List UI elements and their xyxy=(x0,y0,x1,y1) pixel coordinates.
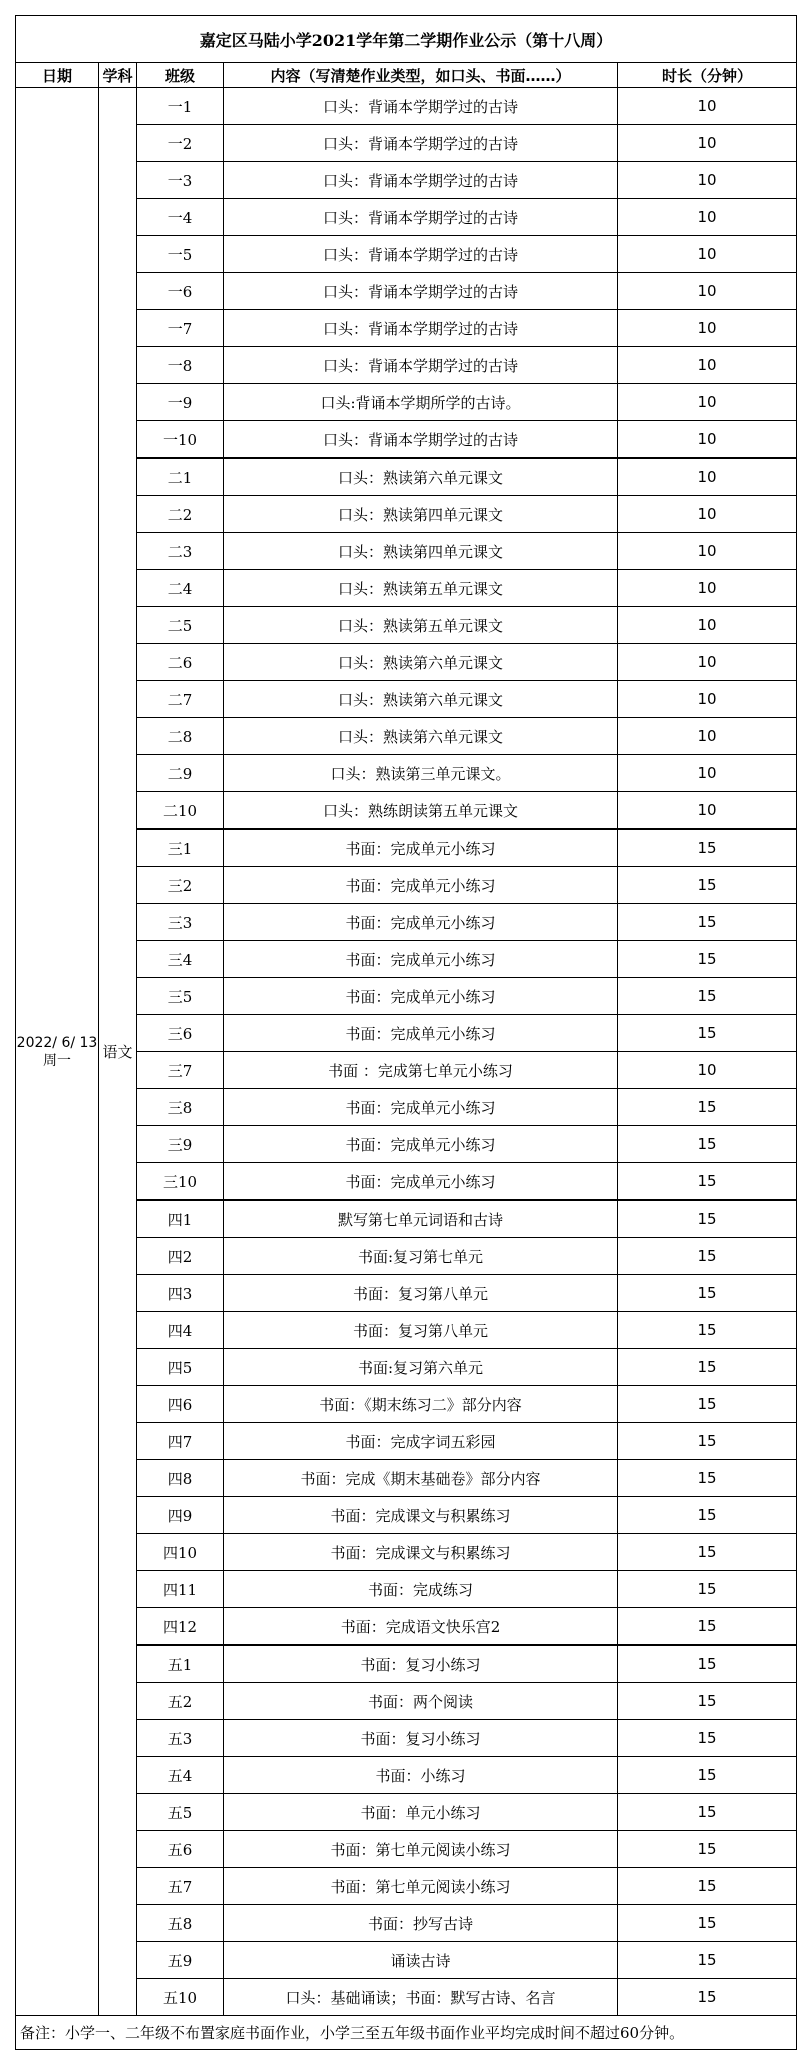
duration-cell: 10 xyxy=(618,533,797,570)
content-cell: 默写第七单元词语和古诗 xyxy=(224,1200,618,1238)
date-value: 2022/ 6/ 13 xyxy=(16,1034,98,1051)
content-cell: 口头：熟读第五单元课文 xyxy=(224,607,618,644)
duration-cell: 10 xyxy=(618,792,797,830)
class-cell: 四3 xyxy=(137,1275,224,1312)
class-cell: 一5 xyxy=(137,236,224,273)
class-cell: 二4 xyxy=(137,570,224,607)
table-title: 嘉定区马陆小学2021学年第二学期作业公示（第十八周） xyxy=(16,16,797,63)
duration-cell: 15 xyxy=(618,1349,797,1386)
content-cell: 书面：完成课文与积累练习 xyxy=(224,1534,618,1571)
class-cell: 三3 xyxy=(137,904,224,941)
class-cell: 一8 xyxy=(137,347,224,384)
content-cell: 口头：熟读第六单元课文 xyxy=(224,681,618,718)
class-cell: 一3 xyxy=(137,162,224,199)
duration-cell: 15 xyxy=(618,1534,797,1571)
content-cell: 书面：单元小练习 xyxy=(224,1794,618,1831)
content-cell: 诵读古诗 xyxy=(224,1942,618,1979)
duration-cell: 15 xyxy=(618,1905,797,1942)
content-cell: 口头：熟读第四单元课文 xyxy=(224,496,618,533)
class-cell: 三9 xyxy=(137,1126,224,1163)
class-cell: 四5 xyxy=(137,1349,224,1386)
duration-cell: 15 xyxy=(618,1571,797,1608)
header-duration: 时长（分钟） xyxy=(618,63,797,88)
content-cell: 口头：背诵本学期学过的古诗 xyxy=(224,347,618,384)
content-cell: 书面：完成单元小练习 xyxy=(224,829,618,867)
duration-cell: 10 xyxy=(618,162,797,199)
duration-cell: 15 xyxy=(618,829,797,867)
class-cell: 四2 xyxy=(137,1238,224,1275)
header-date: 日期 xyxy=(16,63,99,88)
content-cell: 书面：完成单元小练习 xyxy=(224,1126,618,1163)
class-cell: 三8 xyxy=(137,1089,224,1126)
class-cell: 三1 xyxy=(137,829,224,867)
class-cell: 四8 xyxy=(137,1460,224,1497)
duration-cell: 15 xyxy=(618,1831,797,1868)
homework-table-sheet xyxy=(15,15,796,2050)
class-cell: 二1 xyxy=(137,458,224,496)
class-cell: 四1 xyxy=(137,1200,224,1238)
class-cell: 四9 xyxy=(137,1497,224,1534)
content-cell: 书面：完成语文快乐宫2 xyxy=(224,1608,618,1646)
class-cell: 一1 xyxy=(137,88,224,125)
content-cell: 书面：复习第八单元 xyxy=(224,1312,618,1349)
duration-cell: 10 xyxy=(618,755,797,792)
content-cell: 口头：熟读第六单元课文 xyxy=(224,644,618,681)
content-cell: 口头：熟练朗读第五单元课文 xyxy=(224,792,618,830)
duration-cell: 10 xyxy=(618,644,797,681)
class-cell: 三7 xyxy=(137,1052,224,1089)
content-cell: 书面：完成单元小练习 xyxy=(224,904,618,941)
duration-cell: 15 xyxy=(618,1794,797,1831)
duration-cell: 15 xyxy=(618,1386,797,1423)
content-cell: 书面：完成课文与积累练习 xyxy=(224,1497,618,1534)
duration-cell: 15 xyxy=(618,1089,797,1126)
header-class: 班级 xyxy=(137,63,224,88)
content-cell: 书面：第七单元阅读小练习 xyxy=(224,1868,618,1905)
duration-cell: 10 xyxy=(618,347,797,384)
header-row xyxy=(16,63,797,88)
duration-cell: 10 xyxy=(618,496,797,533)
class-cell: 一7 xyxy=(137,310,224,347)
duration-cell: 15 xyxy=(618,1163,797,1201)
class-cell: 五4 xyxy=(137,1757,224,1794)
duration-cell: 15 xyxy=(618,1015,797,1052)
class-cell: 五6 xyxy=(137,1831,224,1868)
class-cell: 二8 xyxy=(137,718,224,755)
weekday-value: 周一 xyxy=(43,1052,71,1069)
duration-cell: 15 xyxy=(618,1312,797,1349)
class-cell: 四7 xyxy=(137,1423,224,1460)
class-cell: 二7 xyxy=(137,681,224,718)
class-cell: 五7 xyxy=(137,1868,224,1905)
duration-cell: 15 xyxy=(618,1497,797,1534)
class-cell: 一10 xyxy=(137,421,224,459)
duration-cell: 10 xyxy=(618,718,797,755)
class-cell: 三4 xyxy=(137,941,224,978)
class-cell: 一9 xyxy=(137,384,224,421)
duration-cell: 10 xyxy=(618,570,797,607)
content-cell: 口头：背诵本学期学过的古诗 xyxy=(224,162,618,199)
duration-cell: 15 xyxy=(618,1645,797,1683)
content-cell: 口头：熟读第六单元课文 xyxy=(224,718,618,755)
content-cell: 口头：背诵本学期学过的古诗 xyxy=(224,199,618,236)
content-cell: 口头：背诵本学期学过的古诗 xyxy=(224,273,618,310)
content-cell: 口头:背诵本学期所学的古诗。 xyxy=(224,384,618,421)
duration-cell: 10 xyxy=(618,88,797,125)
content-cell: 书面 ：完成第七单元小练习 xyxy=(224,1052,618,1089)
class-cell: 二2 xyxy=(137,496,224,533)
class-cell: 五5 xyxy=(137,1794,224,1831)
duration-cell: 10 xyxy=(618,273,797,310)
class-cell: 四4 xyxy=(137,1312,224,1349)
content-cell: 口头：背诵本学期学过的古诗 xyxy=(224,236,618,273)
class-cell: 一2 xyxy=(137,125,224,162)
content-cell: 书面：完成单元小练习 xyxy=(224,1015,618,1052)
table-row xyxy=(16,88,797,125)
content-cell: 口头：背诵本学期学过的古诗 xyxy=(224,421,618,459)
header-content: 内容（写清楚作业类型，如口头、书面……） xyxy=(224,63,618,88)
duration-cell: 15 xyxy=(618,978,797,1015)
duration-cell: 15 xyxy=(618,1868,797,1905)
content-cell: 书面：小练习 xyxy=(224,1757,618,1794)
class-cell: 二5 xyxy=(137,607,224,644)
class-cell: 五9 xyxy=(137,1942,224,1979)
duration-cell: 15 xyxy=(618,1238,797,1275)
content-cell: 口头：熟读第六单元课文 xyxy=(224,458,618,496)
duration-cell: 15 xyxy=(618,1979,797,2016)
duration-cell: 10 xyxy=(618,199,797,236)
content-cell: 口头：基础诵读；书面：默写古诗、名言 xyxy=(224,1979,618,2016)
class-cell: 五8 xyxy=(137,1905,224,1942)
date-cell xyxy=(16,88,99,2016)
class-cell: 三5 xyxy=(137,978,224,1015)
content-cell: 书面：复习小练习 xyxy=(224,1720,618,1757)
duration-cell: 10 xyxy=(618,384,797,421)
duration-cell: 15 xyxy=(618,1720,797,1757)
class-cell: 二10 xyxy=(137,792,224,830)
content-cell: 书面：抄写古诗 xyxy=(224,1905,618,1942)
class-cell: 三2 xyxy=(137,867,224,904)
duration-cell: 10 xyxy=(618,1052,797,1089)
duration-cell: 15 xyxy=(618,1460,797,1497)
duration-cell: 10 xyxy=(618,125,797,162)
class-cell: 五1 xyxy=(137,1645,224,1683)
duration-cell: 15 xyxy=(618,1608,797,1646)
duration-cell: 10 xyxy=(618,681,797,718)
class-cell: 二6 xyxy=(137,644,224,681)
duration-cell: 10 xyxy=(618,421,797,459)
content-cell: 口头：背诵本学期学过的古诗 xyxy=(224,88,618,125)
duration-cell: 15 xyxy=(618,1683,797,1720)
duration-cell: 10 xyxy=(618,310,797,347)
duration-cell: 15 xyxy=(618,1200,797,1238)
class-cell: 五2 xyxy=(137,1683,224,1720)
duration-cell: 10 xyxy=(618,607,797,644)
duration-cell: 15 xyxy=(618,1942,797,1979)
content-cell: 书面：完成练习 xyxy=(224,1571,618,1608)
content-cell: 书面：复习第八单元 xyxy=(224,1275,618,1312)
content-cell: 书面：完成单元小练习 xyxy=(224,1089,618,1126)
duration-cell: 15 xyxy=(618,904,797,941)
content-cell: 书面：完成单元小练习 xyxy=(224,1163,618,1201)
duration-cell: 15 xyxy=(618,1126,797,1163)
duration-cell: 10 xyxy=(618,458,797,496)
content-cell: 书面：完成单元小练习 xyxy=(224,941,618,978)
content-cell: 书面：《期末练习二》部分内容 xyxy=(224,1386,618,1423)
header-subject: 学科 xyxy=(99,63,137,88)
homework-table xyxy=(15,15,797,2050)
content-cell: 口头：背诵本学期学过的古诗 xyxy=(224,310,618,347)
duration-cell: 15 xyxy=(618,1423,797,1460)
class-cell: 四10 xyxy=(137,1534,224,1571)
duration-cell: 15 xyxy=(618,867,797,904)
content-cell: 口头：熟读第五单元课文 xyxy=(224,570,618,607)
class-cell: 二9 xyxy=(137,755,224,792)
class-cell: 四12 xyxy=(137,1608,224,1646)
class-cell: 四6 xyxy=(137,1386,224,1423)
class-cell: 三10 xyxy=(137,1163,224,1201)
duration-cell: 10 xyxy=(618,236,797,273)
content-cell: 书面：两个阅读 xyxy=(224,1683,618,1720)
content-cell: 书面：完成字词五彩园 xyxy=(224,1423,618,1460)
class-cell: 一4 xyxy=(137,199,224,236)
class-cell: 五10 xyxy=(137,1979,224,2016)
content-cell: 书面：第七单元阅读小练习 xyxy=(224,1831,618,1868)
content-cell: 书面:复习第七单元 xyxy=(224,1238,618,1275)
footnote: 备注：小学一、二年级不布置家庭书面作业，小学三至五年级书面作业平均完成时间不超过60分钟。 xyxy=(16,2016,797,2050)
content-cell: 口头：背诵本学期学过的古诗 xyxy=(224,125,618,162)
duration-cell: 15 xyxy=(618,1757,797,1794)
class-cell: 一6 xyxy=(137,273,224,310)
content-cell: 书面：完成单元小练习 xyxy=(224,867,618,904)
content-cell: 书面：复习小练习 xyxy=(224,1645,618,1683)
content-cell: 书面:复习第六单元 xyxy=(224,1349,618,1386)
class-cell: 四11 xyxy=(137,1571,224,1608)
content-cell: 口头：熟读第四单元课文 xyxy=(224,533,618,570)
subject-cell: 语文 xyxy=(99,88,137,2016)
class-cell: 二3 xyxy=(137,533,224,570)
duration-cell: 15 xyxy=(618,1275,797,1312)
class-cell: 五3 xyxy=(137,1720,224,1757)
duration-cell: 15 xyxy=(618,941,797,978)
class-cell: 三6 xyxy=(137,1015,224,1052)
content-cell: 口头：熟读第三单元课文。 xyxy=(224,755,618,792)
content-cell: 书面：完成《期末基础卷》部分内容 xyxy=(224,1460,618,1497)
content-cell: 书面：完成单元小练习 xyxy=(224,978,618,1015)
